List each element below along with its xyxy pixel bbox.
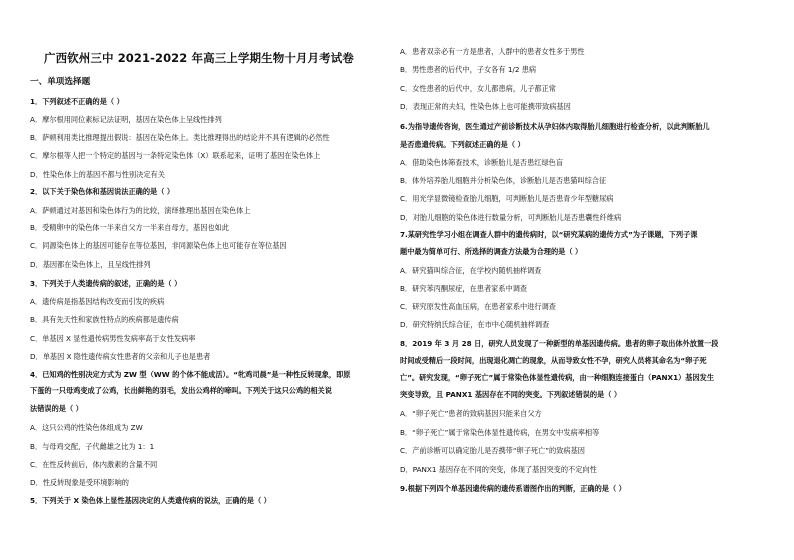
question-line: B．男性患者的后代中，子女各有 1/2 患病 xyxy=(400,65,537,74)
question-line: 题中最为简单可行、所选择的调查方法最为合理的是（ ） xyxy=(400,247,583,256)
question-line: 下蛋的一只母鸡变成了公鸡，长出鲜艳的羽毛，发出公鸡样的啼叫。下列关于这只公鸡的相关说 xyxy=(30,386,332,395)
question-line: 1．下列叙述不正确的是（ ） xyxy=(30,97,124,106)
question-line: 时间或受精后一段时间，出现退化凋亡的现象，从而导致女性不孕，研究人员将其命名为“卵子死 xyxy=(400,356,707,365)
question-line: 突变导致，且 PANX1 基因存在不同的突变。下列叙述错误的是（ ） xyxy=(400,390,622,399)
question-line: A．这只公鸡的性染色体组成为 ZW xyxy=(30,423,143,432)
question-line: C．用光学显微镜检查胎儿细胞，可判断胎儿是否患青少年型糖尿病 xyxy=(400,194,614,203)
question-line: B．“卵子死亡”属于常染色体显性遗传病，在男女中发病率相等 xyxy=(400,428,600,437)
question-line: D．性反转现象是受环境影响的 xyxy=(30,478,129,487)
question-line: C．女性患者的后代中，女儿都患病，儿子都正常 xyxy=(400,84,556,93)
question-line: D．对胎儿细胞的染色体进行数量分析，可判断胎儿是否患囊性纤维病 xyxy=(400,213,622,222)
question-line: A．研究猫叫综合征，在学校内随机抽样调查 xyxy=(400,266,542,275)
question-line: 7.某研究性学习小组在调查人群中的遗传病时，以“研究某病的遗传方式”为子课题，下列子课 xyxy=(400,230,698,239)
question-line: 8．2019 年 3 月 28 日，研究人员发现了一种新型的单基因遗传病。患者的卵子取出体外放置一段 xyxy=(400,339,719,348)
question-line: B．具有先天性和家族性特点的疾病都是遗传病 xyxy=(30,315,179,324)
question-line: B．萨顿利用类比推理提出假说：基因在染色体上。类比推理得出的结论并不具有逻辑的必然性 xyxy=(30,133,330,142)
question-line: B．研究苯丙酮尿症，在患者家系中调查 xyxy=(400,284,528,293)
question-line: 6.为指导遗传咨询，医生通过产前诊断技术从孕妇体内取得胎儿细胞进行检查分析，以此判断胎儿 xyxy=(400,122,710,131)
page-title: 广西钦州三中 2021-2022 年高三上学期生物十月月考试卷 xyxy=(44,51,354,65)
question-line: D．基因都在染色体上，且呈线性排列 xyxy=(30,260,151,269)
question-line: C．产前诊断可以确定胎儿是否携带“卵子死亡”的致病基因 xyxy=(400,446,585,455)
question-line: D．研究特纳氏综合征，在市中心随机抽样调查 xyxy=(400,320,550,329)
question-line: D．表现正常的夫妇，性染色体上也可能携带致病基因 xyxy=(400,102,571,111)
question-line: A．摩尔根用同位素标记法证明，基因在染色体上呈线性排列 xyxy=(30,115,222,124)
question-line: B．与母鸡交配，子代雌雄之比为 1：1 xyxy=(30,442,155,451)
question-line: B．体外培养胎儿细胞并分析染色体，诊断胎儿是否患猫叫综合征 xyxy=(400,176,607,185)
question-line: A．“卵子死亡”患者的致病基因只能来自父方 xyxy=(400,409,542,418)
question-line: D．性染色体上的基因不都与性别决定有关 xyxy=(30,170,165,179)
question-line: 2．以下关于染色体和基因说法正确的是（ ） xyxy=(30,187,175,196)
question-line: C．摩尔根等人把一个特定的基因与一条特定染色体（X）联系起来，证明了基因在染色体上 xyxy=(30,151,321,160)
question-line: A．遗传病是指基因结构改变而引发的疾病 xyxy=(30,297,165,306)
question-line: D．PANX1 基因存在不同的突变，体现了基因突变的不定向性 xyxy=(400,465,597,474)
question-line: 4．已知鸡的性别决定方式为 ZW 型（WW 的个体不能成活）。“牝鸡司晨”是一种性反转现象，即原 xyxy=(30,370,351,379)
question-line: C．单基因 X 显性遗传病男性发病率高于女性发病率 xyxy=(30,334,196,343)
question-line: A．借助染色体筛查技术，诊断胎儿是否患红绿色盲 xyxy=(400,158,564,167)
question-line: 5．下列关于 X 染色体上显性基因决定的人类遗传病的说法，正确的是（ ） xyxy=(30,496,271,505)
section-heading: 一、单项选择题 xyxy=(30,77,91,87)
question-line: 法错误的是（ ） xyxy=(30,404,83,413)
question-line: D．单基因 X 隐性遗传病女性患者的父亲和儿子也是患者 xyxy=(30,352,211,361)
question-line: 9.根据下列四个单基因遗传病的遗传系谱图作出的判断，正确的是（ ） xyxy=(400,484,626,493)
question-line: 3．下列关于人类遗传病的叙述，正确的是（ ） xyxy=(30,279,182,288)
question-line: C．同源染色体上的基因可能存在等位基因，非同源染色体上也可能存在等位基因 xyxy=(30,241,287,250)
question-line: A．萨顿通过对基因和染色体行为的比较，演绎推理出基因在染色体上 xyxy=(30,206,251,215)
question-line: 亡”。研究发现，“卵子死亡”属于常染色体显性遗传病，由一种细胞连接蛋白（PANX1）基因发生 xyxy=(400,373,715,382)
question-line: C．研究原发性高血压病，在患者家系中进行调查 xyxy=(400,302,556,311)
question-line: B．受精卵中的染色体一半来自父方一半来自母方，基因也如此 xyxy=(30,223,229,232)
question-line: A．患者双亲必有一方是患者，人群中的患者女性多于男性 xyxy=(400,47,585,56)
question-line: C．在性反转前后，体内激素的含量不同 xyxy=(30,460,158,469)
question-line: 是否患遗传病。下列叙述正确的是（ ） xyxy=(400,140,525,149)
